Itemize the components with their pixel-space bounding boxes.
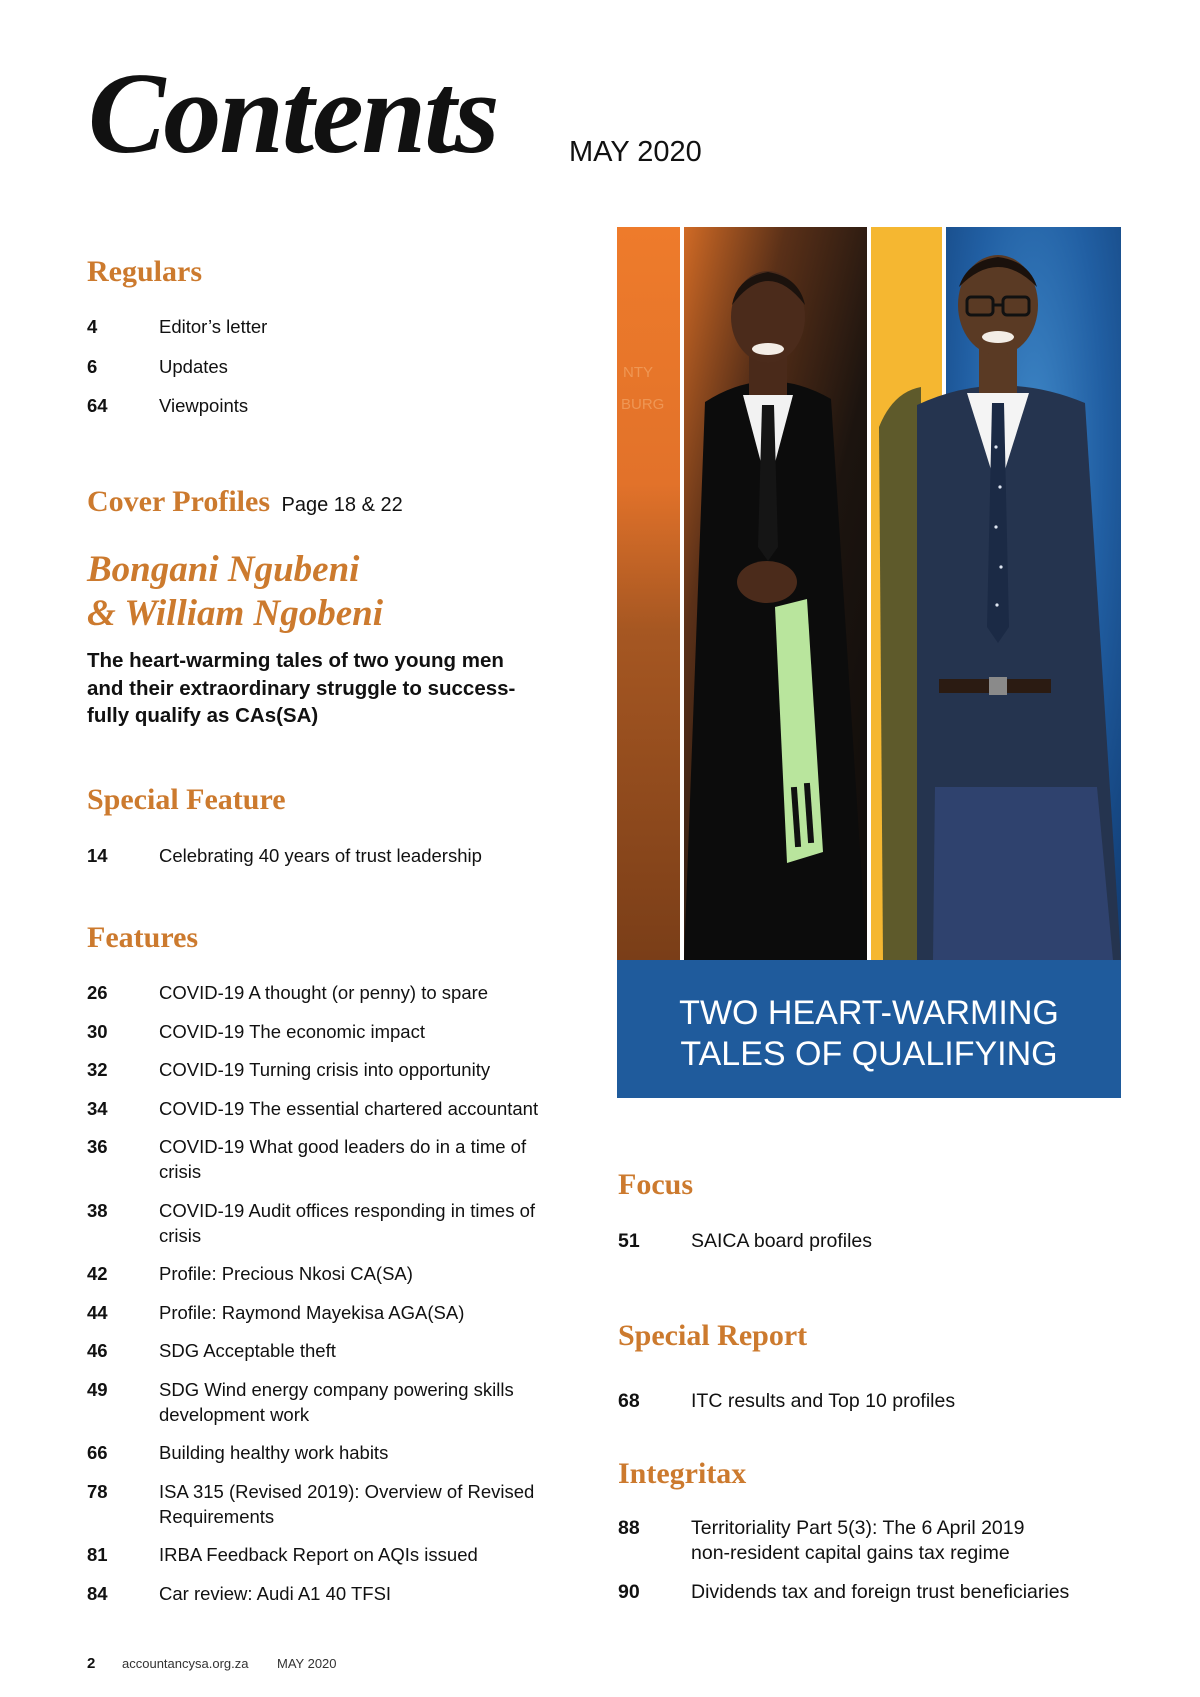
cover-profile-name-1: Bongani Ngubeni (87, 549, 360, 590)
list-item[interactable] (87, 1338, 538, 1363)
item-title: COVID-19 A thought (or penny) to spare (159, 982, 489, 1003)
list-item[interactable] (87, 1581, 538, 1606)
regulars-list (87, 314, 267, 433)
list-item[interactable] (87, 1198, 538, 1248)
item-title: Viewpoints (159, 395, 249, 416)
cover-profile-blurb: The heart-warming tales of two young men and their extraordinary struggle to success- fully qualify as CAs(SA) (87, 649, 516, 727)
footer-issue: MAY 2020 (277, 1656, 337, 1671)
list-item[interactable] (87, 393, 267, 419)
list-item[interactable] (618, 1516, 1069, 1566)
item-title: Profile: Precious Nkosi CA(SA) (159, 1263, 413, 1284)
special-feature-list (87, 843, 482, 882)
page-number: 78 (87, 1480, 108, 1502)
list-item[interactable] (87, 1019, 538, 1044)
item-title: COVID-19 The economic impact (159, 1020, 425, 1042)
cover-profiles-pages: Page 18 & 22 (281, 494, 403, 516)
list-item[interactable] (618, 1389, 955, 1414)
cover-profile-name-2: & William Ngobeni (87, 593, 384, 634)
item-title: Dividends tax and foreign trust beneficiaries (691, 1580, 1070, 1603)
backdrop-text-2: BURG (621, 396, 665, 413)
orange-strip (617, 227, 680, 960)
section-heading-special-feature: Special Feature (87, 783, 286, 816)
banner-line-2: TALES OF QUALIFYING (680, 1035, 1058, 1073)
list-item[interactable] (87, 1377, 538, 1427)
page-number: 26 (87, 982, 108, 1003)
page-number: 68 (618, 1390, 640, 1412)
footer-page-number: 2 (87, 1655, 96, 1672)
page-number: 49 (87, 1378, 108, 1400)
page-number: 84 (87, 1582, 108, 1604)
cover-photo (617, 227, 1121, 960)
page-number: 6 (87, 355, 98, 377)
page-footer (87, 1655, 337, 1673)
page-number: 32 (87, 1059, 108, 1080)
section-heading-regulars: Regulars (87, 255, 202, 288)
item-title: Editor’s letter (159, 316, 268, 337)
page-number: 34 (87, 1097, 108, 1119)
page-number: 88 (618, 1517, 640, 1539)
section-heading-features: Features (87, 921, 199, 954)
page-number: 81 (87, 1544, 108, 1565)
backdrop-text-1: NTY (623, 364, 653, 381)
list-item[interactable] (87, 1440, 538, 1465)
item-title: COVID-19 Audit offices responding in times of crisis (159, 1199, 536, 1246)
footer-site-link[interactable]: accountancysa.org.za (122, 1656, 249, 1671)
item-title: Profile: Raymond Mayekisa AGA(SA) (159, 1301, 465, 1323)
item-title: Car review: Audi A1 40 TFSI (159, 1582, 392, 1604)
banner-line-1: TWO HEART-WARMING (679, 994, 1059, 1032)
special-report-list (618, 1389, 955, 1428)
section-heading-focus: Focus (618, 1168, 693, 1201)
page-number: 36 (87, 1136, 108, 1157)
page-number: 64 (87, 395, 108, 416)
features-list (87, 980, 538, 1619)
item-title: COVID-19 What good leaders do in a time of crisis (159, 1136, 527, 1182)
item-title: Celebrating 40 years of trust leadership (159, 845, 482, 866)
cover-profile-names (87, 548, 383, 636)
page-number: 14 (87, 845, 108, 866)
list-item[interactable] (87, 1057, 538, 1082)
page-number: 30 (87, 1020, 108, 1042)
list-item[interactable] (87, 1300, 538, 1325)
list-item[interactable] (87, 1261, 538, 1286)
item-title: Building healthy work habits (159, 1442, 389, 1463)
focus-list (618, 1229, 872, 1268)
item-title: SAICA board profiles (691, 1230, 873, 1252)
page-number: 51 (618, 1230, 640, 1252)
page-number: 90 (618, 1580, 640, 1603)
item-title: SDG Acceptable theft (159, 1340, 336, 1361)
item-title: ITC results and Top 10 profiles (691, 1390, 956, 1412)
list-item[interactable] (618, 1229, 872, 1254)
list-item[interactable] (87, 1542, 538, 1567)
list-item[interactable] (87, 1096, 538, 1121)
list-item[interactable] (87, 1134, 538, 1184)
cover-photo-illustration (617, 227, 1121, 960)
list-item[interactable] (87, 314, 267, 340)
item-title: COVID-19 The essential chartered accountant (159, 1097, 539, 1119)
section-heading-cover-profiles (87, 484, 403, 523)
item-title: ISA 315 (Revised 2019): Overview of Revised Requirements (159, 1480, 535, 1527)
page-number: 46 (87, 1340, 108, 1361)
list-item[interactable] (87, 980, 538, 1005)
issue-date: MAY 2020 (569, 136, 702, 168)
page-title: Contents (88, 50, 498, 178)
page-number: 66 (87, 1442, 108, 1463)
list-item[interactable] (618, 1580, 1069, 1605)
page-number: 4 (87, 316, 98, 337)
list-item[interactable] (87, 843, 482, 868)
item-title: IRBA Feedback Report on AQIs issued (159, 1544, 478, 1565)
item-title: COVID-19 Turning crisis into opportunity (159, 1059, 491, 1080)
page-number: 42 (87, 1263, 108, 1284)
item-title: SDG Wind energy company powering skills development work (159, 1378, 514, 1425)
cover-banner (617, 960, 1121, 1098)
item-title: Updates (159, 355, 228, 377)
list-item[interactable] (87, 354, 267, 380)
page-number: 44 (87, 1301, 108, 1323)
page-number: 38 (87, 1199, 108, 1221)
item-title: Territoriality Part 5(3): The 6 April 2019 non-resident capital gains tax regime (691, 1517, 1025, 1564)
integritax-list (618, 1516, 1069, 1618)
section-heading-integritax: Integritax (618, 1457, 747, 1490)
list-item[interactable] (87, 1479, 538, 1529)
section-heading-label: Cover Profiles (87, 485, 271, 518)
section-heading-special-report: Special Report (618, 1319, 808, 1352)
